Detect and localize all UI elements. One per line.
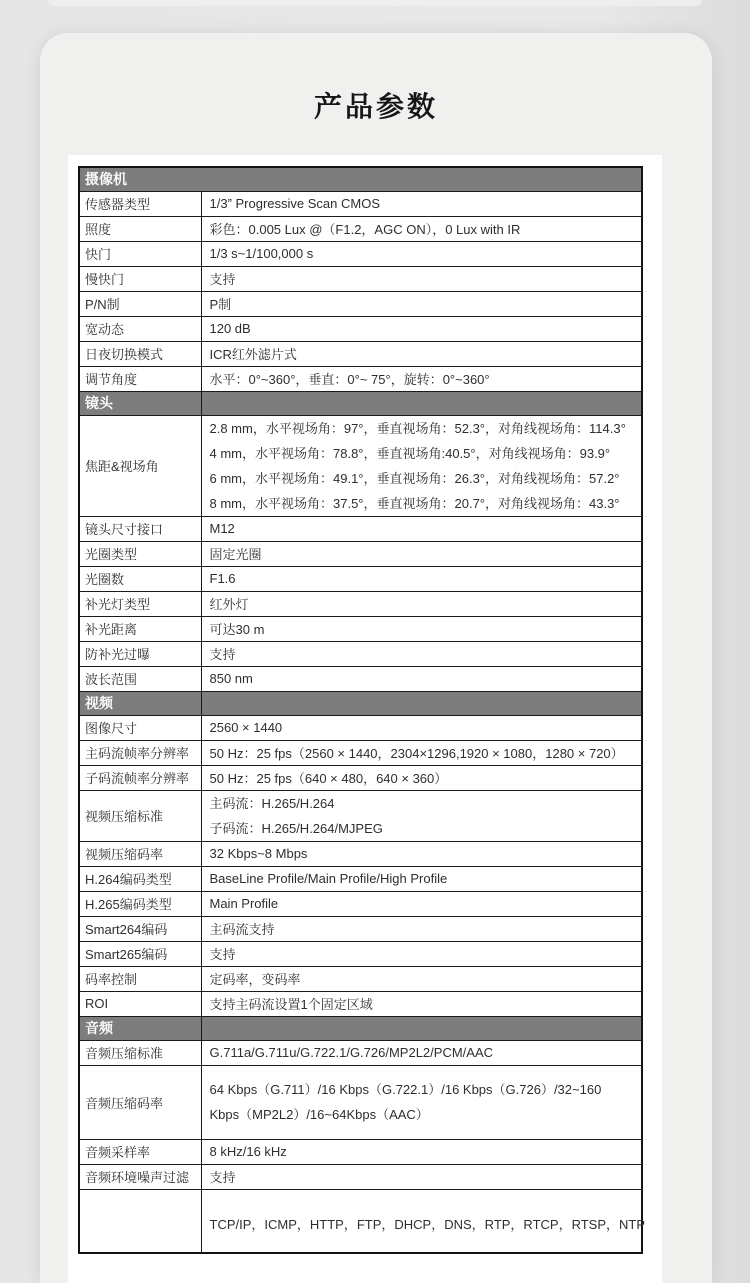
section-header-label: 视频: [79, 691, 201, 715]
spec-value: [201, 415, 642, 516]
spec-value: 850 nm: [201, 666, 642, 691]
spec-value: P制: [201, 291, 642, 316]
spec-row-ir-distance: [79, 616, 642, 641]
spec-row-roi: [79, 991, 642, 1016]
spec-label: 子码流帧率分辨率: [79, 765, 201, 790]
spec-row-illumination: [79, 216, 642, 241]
spec-row-audio-noise-filter: [79, 1164, 642, 1189]
spec-row-audio-sample-rate: [79, 1139, 642, 1164]
spec-value: 支持: [201, 266, 642, 291]
spec-value: 水平：0°~360°，垂直：0°~ 75°，旋转：0°~360°: [201, 366, 642, 391]
spec-label: 调节角度: [79, 366, 201, 391]
spec-label: 音频压缩码率: [79, 1065, 201, 1139]
spec-label: 补光灯类型: [79, 591, 201, 616]
spec-label: 光圈数: [79, 566, 201, 591]
spec-value: ICR红外滤片式: [201, 341, 642, 366]
spec-value: M12: [201, 516, 642, 541]
spec-row-wavelength: [79, 666, 642, 691]
spec-row-wdr: [79, 316, 642, 341]
spec-value-line: 4 mm，水平视场角：78.8°，垂直视场角:40.5°，对角线视场角：93.9°: [209, 445, 611, 461]
spec-row-iris-type: [79, 541, 642, 566]
spec-row-anti-overexposure: [79, 641, 642, 666]
spec-row-slow-shutter: [79, 266, 642, 291]
spec-value: 支持: [201, 941, 642, 966]
spec-label: 主码流帧率分辨率: [79, 740, 201, 765]
spec-label: 码率控制: [79, 966, 201, 991]
spec-label: 音频环境噪声过滤: [79, 1164, 201, 1189]
spec-label: Smart264编码: [79, 916, 201, 941]
spec-value: G.711a/G.711u/G.722.1/G.726/MP2L2/PCM/AAC: [201, 1040, 642, 1065]
spec-value: 支持: [201, 641, 642, 666]
spec-row-sub-stream: [79, 765, 642, 790]
spec-label: ROI: [79, 991, 201, 1016]
spec-row-focal-fov: [79, 415, 642, 516]
spec-row-rate-control: [79, 966, 642, 991]
spec-label: H.265编码类型: [79, 891, 201, 916]
spec-value: 1/3” Progressive Scan CMOS: [201, 191, 642, 216]
section-header-spacer: [201, 391, 642, 415]
spec-value: 1/3 s~1/100,000 s: [201, 241, 642, 266]
spec-value: 彩色：0.005 Lux @（F1.2，AGC ON），0 Lux with IR: [201, 216, 642, 241]
section-header-label: 摄像机: [79, 167, 642, 191]
spec-label: 焦距&视场角: [79, 415, 201, 516]
spec-value: 120 dB: [201, 316, 642, 341]
spec-label: 快门: [79, 241, 201, 266]
spec-row-network-protocols-partial: [79, 1189, 642, 1253]
spec-value: BaseLine Profile/Main Profile/High Profile: [201, 866, 642, 891]
spec-row-audio-bitrate: [79, 1065, 642, 1139]
spec-row-aperture: [79, 566, 642, 591]
section-header-lens: [79, 391, 642, 415]
spec-label: 视频压缩标准: [79, 790, 201, 841]
section-header-audio: [79, 1016, 642, 1040]
spec-row-pn-system: [79, 291, 642, 316]
spec-value: 支持主码流设置1个固定区域: [201, 991, 642, 1016]
spec-value: [201, 790, 642, 841]
spec-row-h264-profile: [79, 866, 642, 891]
spec-label: 照度: [79, 216, 201, 241]
section-header-label: 音频: [79, 1016, 201, 1040]
spec-label: 光圈类型: [79, 541, 201, 566]
spec-row-audio-compression: [79, 1040, 642, 1065]
spec-value-line: 2.8 mm，水平视场角：97°，垂直视场角：52.3°，对角线视场角：114.3°: [209, 420, 626, 436]
spec-value: 红外灯: [201, 591, 642, 616]
spec-value-line: 64 Kbps（G.711）/16 Kbps（G.722.1）/16 Kbps（G.726）/32~160: [209, 1082, 602, 1097]
spec-value: 50 Hz：25 fps（640 × 480，640 × 360）: [201, 765, 642, 790]
spec-label: Smart265编码: [79, 941, 201, 966]
product-spec-card: [40, 33, 712, 1283]
spec-value: 主码流支持: [201, 916, 642, 941]
section-header-label: 镜头: [79, 391, 201, 415]
spec-label: 补光距离: [79, 616, 201, 641]
spec-row-adjust-angle: [79, 366, 642, 391]
spec-label: 传感器类型: [79, 191, 201, 216]
spec-row-shutter: [79, 241, 642, 266]
spec-value: 8 kHz/16 kHz: [201, 1139, 642, 1164]
spec-row-sensor-type: [79, 191, 642, 216]
spec-label: 波长范围: [79, 666, 201, 691]
section-header-spacer: [201, 1016, 642, 1040]
spec-value: F1.6: [201, 566, 642, 591]
previous-card-bottom-edge: [48, 0, 702, 6]
section-header-spacer: [201, 691, 642, 715]
spec-value: 32 Kbps~8 Mbps: [201, 841, 642, 866]
spec-value: 支持: [201, 1164, 642, 1189]
spec-value-line: 6 mm，水平视场角：49.1°，垂直视场角：26.3°，对角线视场角：57.2°: [209, 470, 620, 486]
section-header-camera: [79, 167, 642, 191]
spec-value-line: 子码流：H.265/H.264/MJPEG: [209, 820, 383, 836]
spec-value: 50 Hz：25 fps（2560 × 1440，2304×1296,1920 × 1080，1280 × 720）: [201, 740, 642, 765]
spec-value-line: 8 mm，水平视场角：37.5°，垂直视场角：20.7°，对角线视场角：43.3°: [209, 495, 620, 511]
spec-value: 可达30 m: [201, 616, 642, 641]
spec-label: 防补光过曝: [79, 641, 201, 666]
spec-value: TCP/IP，ICMP，HTTP，FTP，DHCP，DNS，RTP，RTCP，RTSP，NTP: [201, 1189, 642, 1253]
spec-value-line: 主码流：H.265/H.264: [209, 795, 335, 811]
spec-label: P/N制: [79, 291, 201, 316]
spec-row-h265-profile: [79, 891, 642, 916]
spec-row-image-size: [79, 715, 642, 740]
spec-label: [79, 1189, 201, 1253]
spec-row-video-compression: [79, 790, 642, 841]
spec-value: 定码率，变码率: [201, 966, 642, 991]
spec-label: 音频压缩标准: [79, 1040, 201, 1065]
spec-row-smart264: [79, 916, 642, 941]
spec-row-smart265: [79, 941, 642, 966]
spec-row-ir-light-type: [79, 591, 642, 616]
spec-value-line: Kbps（MP2L2）/16~64Kbps（AAC）: [209, 1107, 429, 1122]
spec-label: 慢快门: [79, 266, 201, 291]
spec-label: 日夜切换模式: [79, 341, 201, 366]
spec-label: H.264编码类型: [79, 866, 201, 891]
spec-value: [201, 1065, 642, 1139]
spec-value: 2560 × 1440: [201, 715, 642, 740]
spec-label: 镜头尺寸接口: [79, 516, 201, 541]
page-title: 产品参数: [313, 91, 438, 122]
spec-label: 图像尺寸: [79, 715, 201, 740]
spec-value: Main Profile: [201, 891, 642, 916]
spec-label: 音频采样率: [79, 1139, 201, 1164]
spec-table: [78, 166, 646, 1254]
spec-row-main-stream: [79, 740, 642, 765]
spec-label: 视频压缩码率: [79, 841, 201, 866]
spec-table-panel: [68, 155, 662, 1283]
section-header-video: [79, 691, 642, 715]
spec-label: 宽动态: [79, 316, 201, 341]
spec-value: 固定光圈: [201, 541, 642, 566]
spec-row-day-night: [79, 341, 642, 366]
spec-row-video-bitrate: [79, 841, 642, 866]
spec-row-lens-mount: [79, 516, 642, 541]
